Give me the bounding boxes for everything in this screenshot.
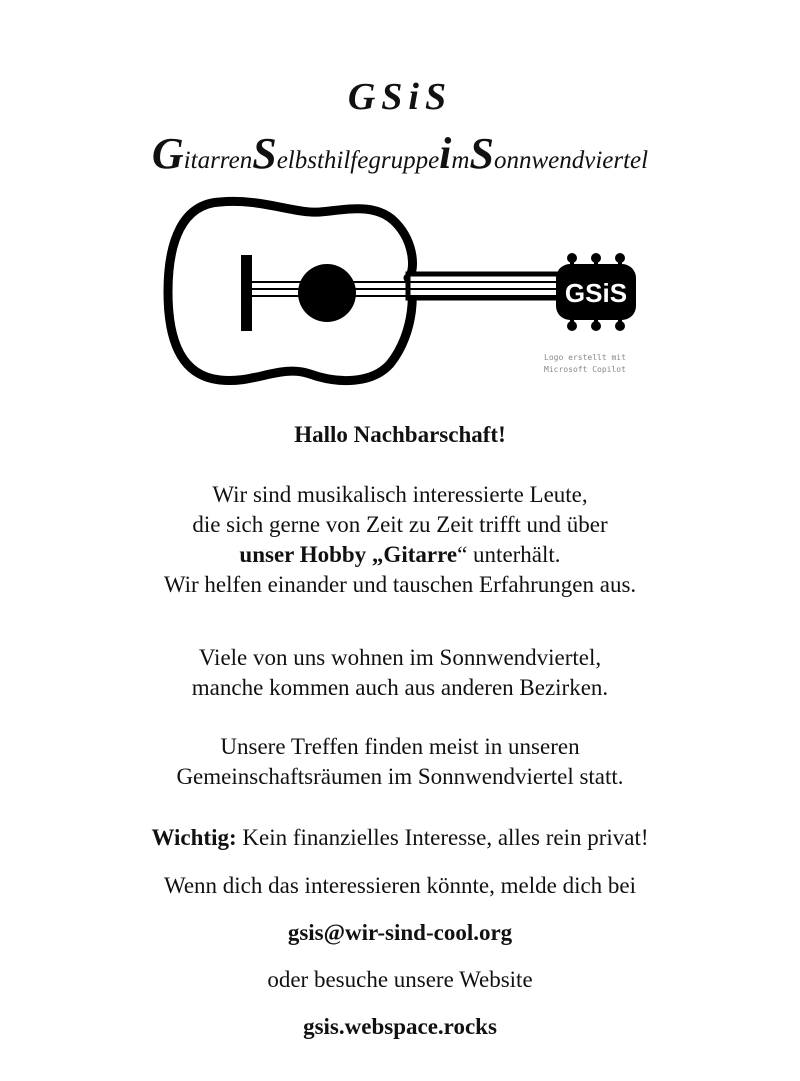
important-text: Kein finanzielles Interesse, alles rein privat! <box>236 825 649 850</box>
greeting-heading: Hallo Nachbarschaft! <box>294 422 506 447</box>
group-full-name <box>0 128 800 190</box>
hobby-emphasis: unser Hobby „Gitarre <box>239 542 458 567</box>
tuning-peg <box>591 321 601 331</box>
guitar-bridge <box>241 255 252 331</box>
guitar-neck <box>408 274 560 298</box>
name-initial-i: i <box>439 129 452 178</box>
guitar-sound-hole <box>298 264 356 322</box>
important-notice <box>0 823 800 853</box>
name-initial-g: G <box>151 129 184 178</box>
intro-paragraph: Wir sind musikalisch interessierte Leute, die sich gerne von Zeit zu Zeit trifft und über unser Hobby „Gitarre“ unterhält. Wir helfen einander und tauschen Erfahrungen aus. <box>163 482 637 597</box>
website-address: gsis.webspace.rocks <box>303 1014 497 1039</box>
name-initial-s2: S <box>469 129 494 178</box>
name-part-elbsthilfegruppe: elbsthilfegruppe <box>276 147 440 174</box>
tuning-peg <box>567 253 577 263</box>
contact-email: gsis@wir-sind-cool.org <box>287 920 513 945</box>
name-initial-s1: S <box>252 129 277 178</box>
tuning-peg <box>567 321 577 331</box>
group-acronym: GSiS <box>347 76 453 118</box>
name-part-m: m <box>451 147 470 174</box>
meetings-paragraph: Unsere Treffen finden meist in unseren Gemeinschaftsräumen im Sonnwendviertel statt. <box>176 734 624 789</box>
website-intro-text: oder besuche unsere Website <box>267 967 533 992</box>
tuning-peg <box>615 321 625 331</box>
tuning-peg <box>591 253 601 263</box>
headstock-label: GSiS <box>564 278 628 308</box>
important-label: Wichtig: <box>151 825 237 850</box>
contact-intro-text: Wenn dich das interessieren könnte, melde dich bei <box>163 873 637 898</box>
name-part-onnwendviertel: onnwendviertel <box>493 147 649 174</box>
residents-paragraph: Viele von uns wohnen im Sonnwendviertel, manche kommen auch aus anderen Bezirken. <box>191 645 609 700</box>
name-part-itarren: itarren <box>183 147 253 174</box>
tuning-peg <box>615 253 625 263</box>
guitar-body-outline <box>168 201 413 380</box>
logo-credit: Logo erstellt mit Microsoft Copilot <box>544 353 626 374</box>
